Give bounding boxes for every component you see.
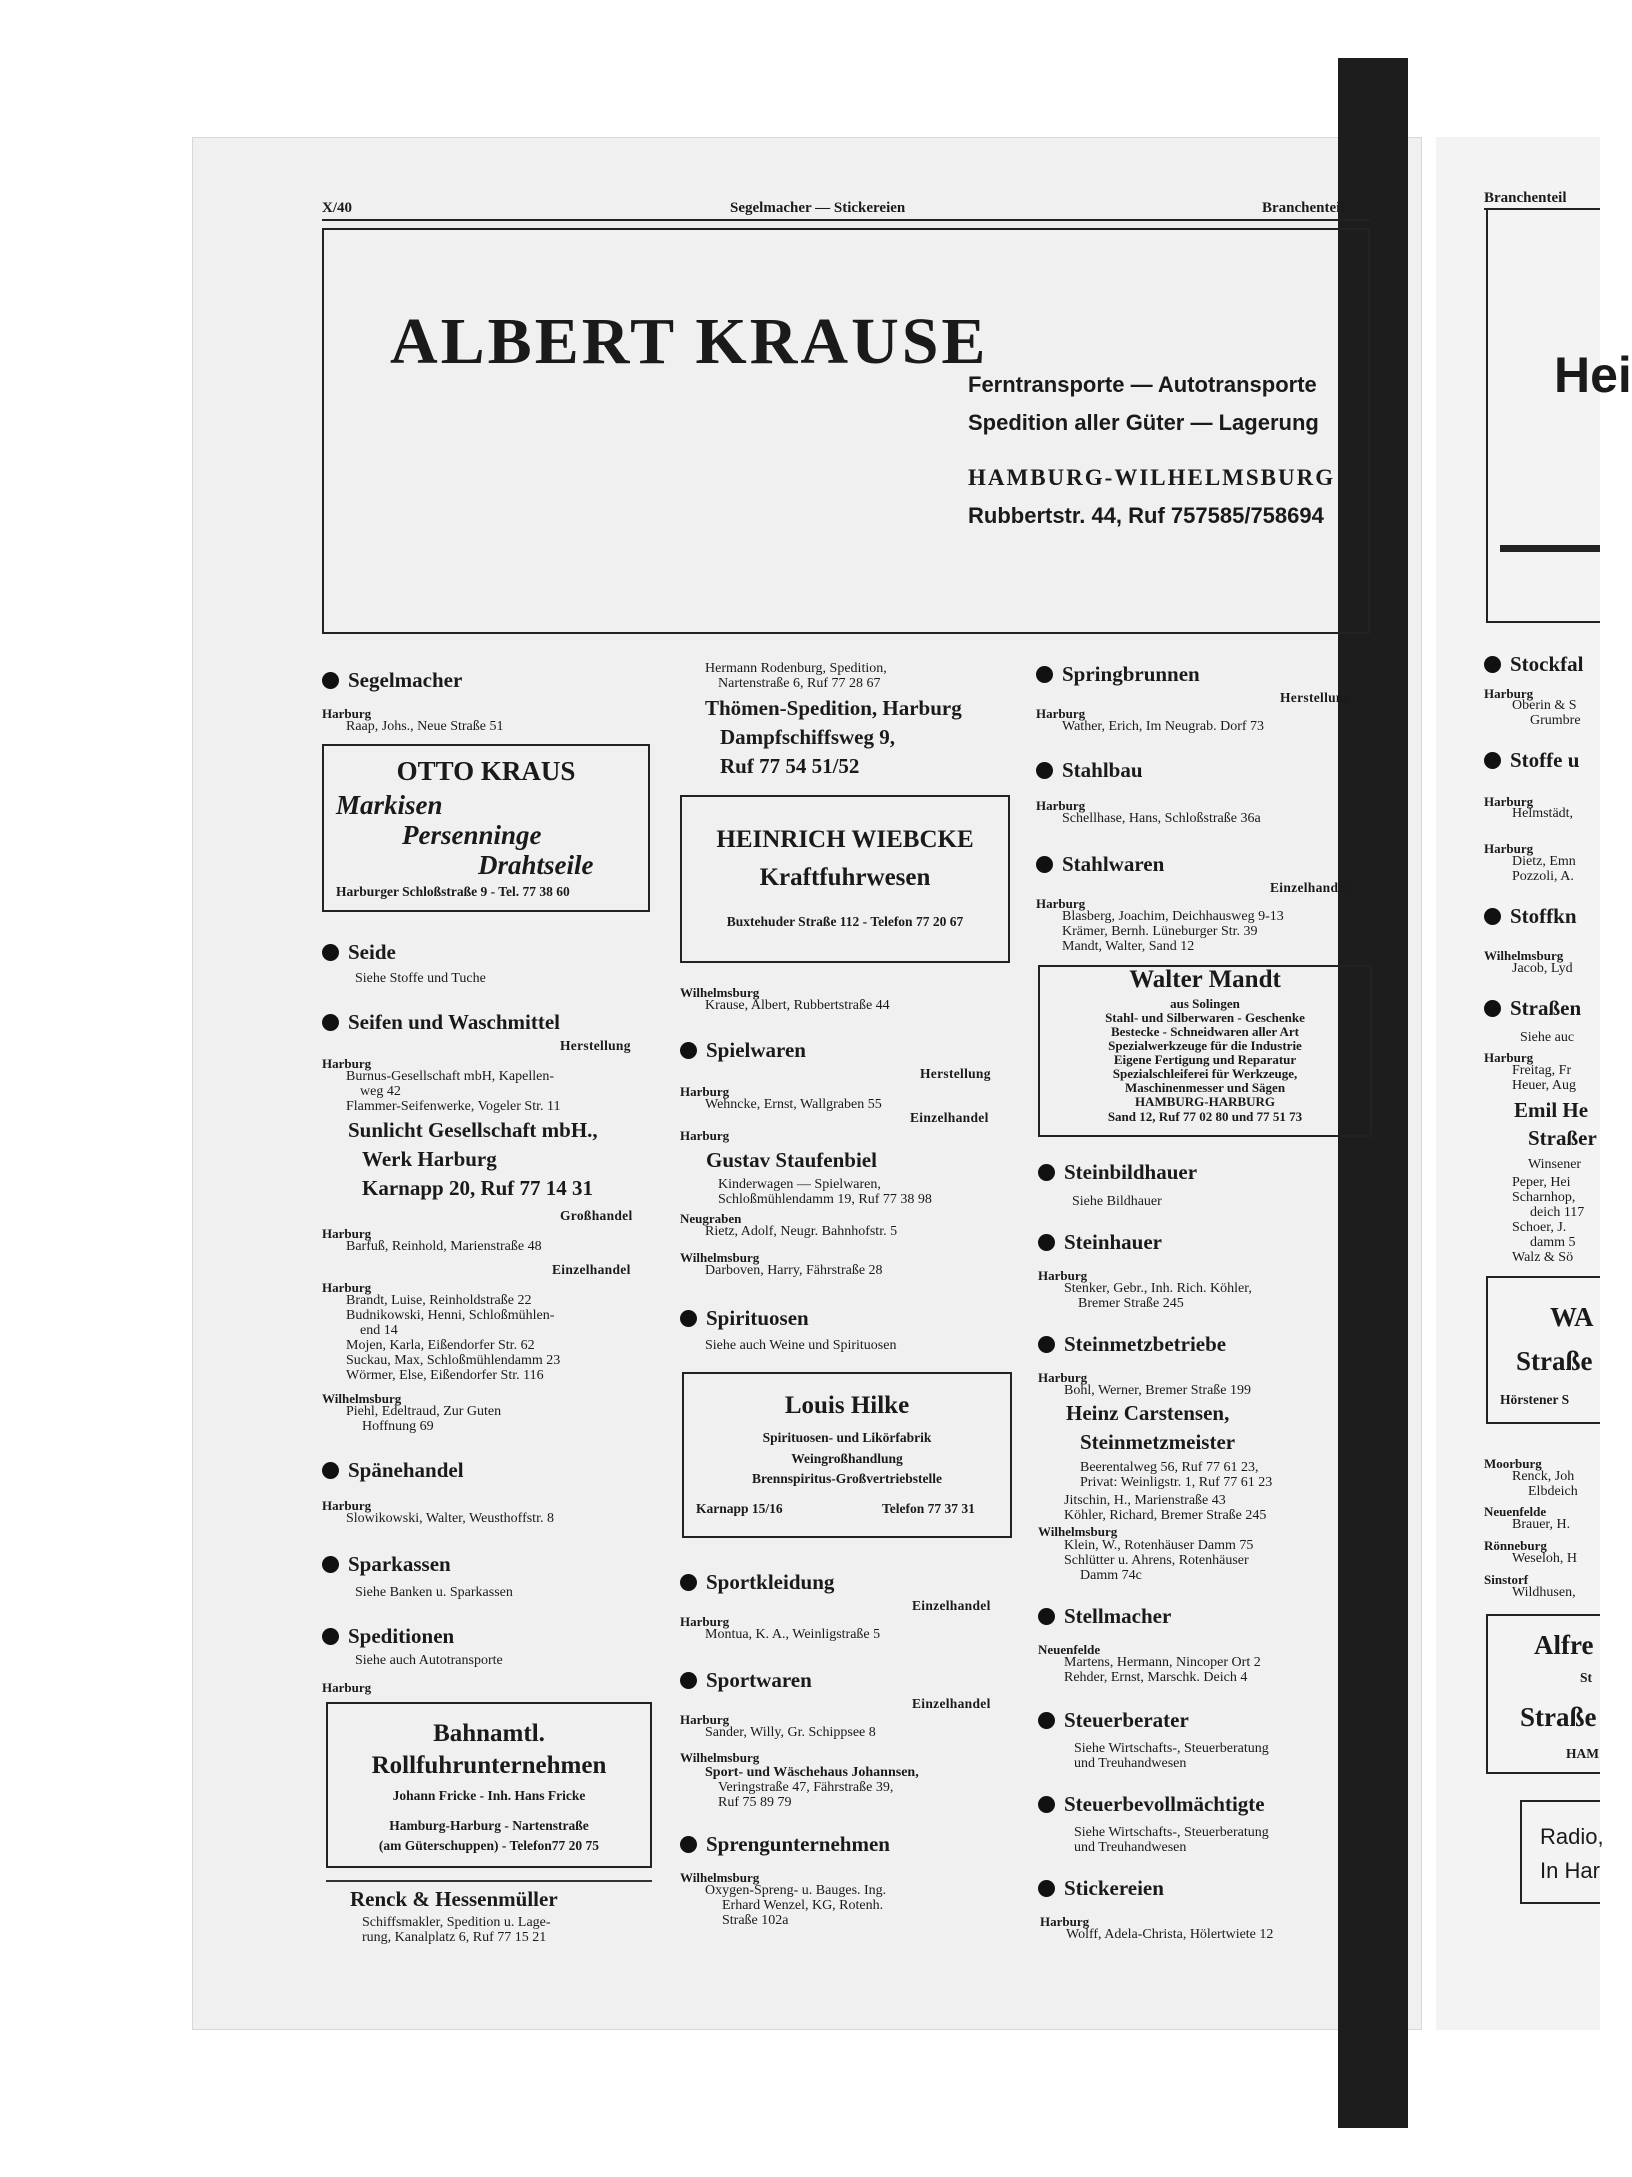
ad-line-2: Spedition aller Güter — Lagerung [968,410,1319,435]
listing-entry: Piehl, Edeltraud, Zur Guten [346,1404,502,1419]
bullet-icon [680,1836,697,1853]
listing-entry: Privat: Weinligstr. 1, Ruf 77 61 23 [1080,1475,1273,1490]
town-label: Harburg [680,1712,730,1727]
hilke-phone: Telefon 77 37 31 [882,1501,975,1516]
wiebcke-sub: Kraftfuhrwesen [759,864,931,891]
town-label: Harburg [1484,841,1534,856]
bullet-icon [680,1310,697,1327]
listing-entry: Hermann Rodenburg, Spedition, [705,661,887,676]
right-ad-rule [1500,545,1600,552]
see-also-note: Siehe Wirtschafts-, Steuerberatung [1074,1741,1269,1756]
town-label: Harburg [322,706,372,721]
bullet-icon [1484,908,1501,925]
listing-entry: Dietz, Emn [1512,854,1576,869]
bullet-icon [680,1672,697,1689]
mandt-line-7: Maschinenmesser und Sägen [1124,1080,1286,1095]
heading-steinmetzbetriebe: Steinmetzbetriebe [1038,1332,1226,1357]
listing-entry: Jitschin, H., Marienstraße 43 [1064,1493,1226,1508]
listing-entry: Darboven, Harry, Fährstraße 28 [705,1263,883,1278]
right-box-border-top [1486,1276,1600,1278]
bullet-icon [680,1574,697,1591]
right-box2-border [1486,1614,1488,1774]
listing-entry: Wehncke, Ernst, Wallgraben 55 [705,1097,882,1112]
listing-entry: Flammer-Seifenwerke, Vogeler Str. 11 [346,1099,561,1114]
heading-sparkassen: Sparkassen [322,1552,451,1577]
header-rule [322,219,1370,221]
heading-sportkleidung: Sportkleidung [680,1570,834,1595]
mandt-line-1: aus Solingen [1170,996,1240,1011]
bullet-icon [1038,1880,1055,1897]
listing-entry: Hoffnung 69 [362,1419,434,1434]
right-box2-city: HAM [1566,1746,1599,1761]
town-label: Harburg [322,1226,372,1241]
town-label: Harburg [1036,706,1086,721]
listing-entry: rung, Kanalplatz 6, Ruf 77 15 21 [362,1930,547,1945]
town-label: Harburg [1036,896,1086,911]
bullet-icon [1038,1712,1055,1729]
otto-kraus-line-3: Drahtseile [478,850,594,880]
ad-company-name: ALBERT KRAUSE [390,305,989,378]
bullet-icon [322,1014,339,1031]
bullet-icon [1036,666,1053,683]
listing-entry: Wildhusen, [1512,1585,1576,1600]
town-label: Wilhelmsburg [680,1750,760,1765]
town-label: Harburg [322,1056,372,1071]
bullet-icon [1484,1000,1501,1017]
listing-entry: Martens, Hermann, Nincoper Ort 2 [1064,1655,1261,1670]
bullet-icon [1484,656,1501,673]
listing-entry: Raap, Johs., Neue Straße 51 [346,719,504,734]
mandt-line-8: HAMBURG-HARBURG [1134,1094,1276,1109]
heading-sprengunternehmen: Sprengunternehmen [680,1832,890,1857]
listing-entry: Burnus-Gesellschaft mbH, Kapellen- [346,1069,554,1084]
bahnamtl-name-2: Rollfuhrunternehmen [371,1752,607,1779]
listing-entry: Krause, Albert, Rubbertstraße 44 [705,998,890,1013]
town-label: Harburg [1484,686,1534,701]
heading-stahlbau: Stahlbau [1036,758,1143,783]
bullet-icon [322,944,339,961]
bahnamtl-address-2: (am Güterschuppen) - Telefon77 20 75 [378,1838,600,1853]
town-label: Harburg [322,1498,372,1513]
town-label: Harburg [680,1084,730,1099]
bullet-icon [322,672,339,689]
hilke-line-1: Spirituosen- und Likörfabrik [762,1430,932,1445]
listing-entry: Winsener [1528,1157,1582,1172]
bullet-icon [1038,1164,1055,1181]
ad-line-1: Ferntransporte — Autotransporte [968,372,1317,397]
carstensen-title: Steinmetzmeister [1080,1430,1236,1454]
right-page-section-label: Branchenteil [1484,190,1567,206]
town-label: Moorburg [1484,1456,1542,1471]
right-box-border-bottom [1486,1422,1600,1424]
listing-entry: Beerentalweg 56, Ruf 77 61 23, [1080,1460,1259,1475]
renck-name: Renck & Hessenmüller [350,1887,558,1911]
right-box2-title: Alfre [1534,1630,1594,1660]
town-label: Neugraben [680,1211,742,1226]
hilke-name: Louis Hilke [784,1392,910,1419]
listing-entry-bold: Sunlicht Gesellschaft mbH., [348,1118,598,1142]
listing-entry: Schloßmühlendamm 19, Ruf 77 38 98 [718,1192,932,1207]
right-box2-sub: Straße [1520,1702,1597,1732]
heading-sportwaren: Sportwaren [680,1668,812,1693]
see-also-note: Siehe Banken u. Sparkassen [355,1585,513,1600]
otto-kraus-line-1: Markisen [336,790,443,820]
listing-entry: Weseloh, H [1512,1551,1577,1566]
listing-entry: Helmstädt, [1512,806,1574,821]
page-running-title: Segelmacher — Stickereien [730,200,906,216]
ad-city: HAMBURG-WILHELMSBURG [968,465,1336,490]
category-tag: Einzelhandel [910,1110,989,1125]
listing-entry: Köhler, Richard, Bremer Straße 245 [1064,1508,1267,1523]
right-ad-border-bottom [1486,621,1600,623]
bullet-icon [1038,1336,1055,1353]
bullet-icon [1036,856,1053,873]
listing-entry: Schlütter u. Ahrens, Rotenhäuser [1064,1553,1249,1568]
staufenbiel-name: Gustav Staufenbiel [706,1148,877,1172]
heading-segelmacher: Segelmacher [322,668,462,693]
town-label: Wilhelmsburg [680,1870,760,1885]
mandt-line-6: Spezialschleiferei für Werkzeuge, [1112,1066,1298,1081]
right-box3 [1520,1800,1600,1904]
otto-kraus-address: Harburger Schloßstraße 9 - Tel. 77 38 60 [336,884,570,899]
listing-entry: Freitag, Fr [1512,1063,1572,1078]
listing-entry: Rehder, Ernst, Marschk. Deich 4 [1064,1670,1248,1685]
right-box3-line-2: In Har [1540,1858,1600,1883]
listing-entry: Elbdeich [1528,1484,1578,1499]
emil-name: Emil He [1514,1098,1589,1122]
see-also-note: Siehe Bildhauer [1072,1194,1162,1209]
heading-steinbildhauer: Steinbildhauer [1038,1160,1197,1185]
listing-entry: Pozzoli, A. [1512,869,1574,884]
listing-entry: Straße 102a [722,1913,789,1928]
heading-stickereien: Stickereien [1038,1876,1164,1901]
town-label: Wilhelmsburg [680,985,760,1000]
listing-entry: Brandt, Luise, Reinholdstraße 22 [346,1293,532,1308]
right-box-border [1486,1276,1488,1424]
listing-entry: deich 117 [1530,1205,1585,1220]
bullet-icon [1484,752,1501,769]
bullet-icon [1038,1234,1055,1251]
category-tag: Einzelhandel [912,1696,991,1711]
bullet-icon [322,1628,339,1645]
listing-entry: Sander, Willy, Gr. Schippsee 8 [705,1725,876,1740]
right-box-address: Hörstener S [1500,1392,1570,1407]
listing-entry: Oberin & S [1512,698,1577,713]
mandt-line-3: Bestecke - Schneidwaren aller Art [1111,1024,1299,1039]
listing-entry: Kinderwagen — Spielwaren, [718,1177,881,1192]
bullet-icon [1038,1796,1055,1813]
heading-spielwaren: Spielwaren [680,1038,806,1063]
listing-entry: Erhard Wenzel, KG, Rotenh. [722,1898,884,1913]
listing-entry: Damm 74c [1080,1568,1142,1583]
see-also-note: und Treuhandwesen [1074,1756,1187,1771]
listing-entry: Wather, Erich, Im Neugrab. Dorf 73 [1062,719,1265,734]
town-label: Harburg [1484,794,1534,809]
listing-entry: Heuer, Aug [1512,1078,1576,1093]
see-also-note: Siehe Wirtschafts-, Steuerberatung [1074,1825,1269,1840]
town-label: Rönneburg [1484,1538,1547,1553]
listing-entry: Grumbre [1530,713,1581,728]
mandt-line-4: Spezialwerkzeuge für die Industrie [1108,1038,1302,1053]
listing-entry-bold: Dampfschiffsweg 9, [720,725,895,749]
category-tag: Einzelhandel [912,1598,991,1613]
listing-entry: Nartenstraße 6, Ruf 77 28 67 [718,676,881,691]
listing-entry: Wörmer, Else, Eißendorfer Str. 116 [346,1368,544,1383]
listing-entry: weg 42 [360,1084,401,1099]
bahnamtl-owner: Johann Fricke - Inh. Hans Fricke [392,1788,586,1803]
right-box-title: WA [1550,1302,1594,1332]
listing-entry: Sport- und Wäschehaus Johannsen, [705,1765,919,1780]
heading-speditionen: Speditionen [322,1624,454,1649]
listing-entry: Walz & Sö [1512,1250,1574,1265]
listing-entry: Ruf 75 89 79 [718,1795,792,1810]
bahnamtl-address-1: Hamburg-Harburg - Nartenstraße [389,1818,589,1833]
category-tag: Herstellung [560,1038,631,1053]
town-label: Harburg [1040,1914,1090,1929]
listing-entry-bold: Karnapp 20, Ruf 77 14 31 [362,1176,594,1200]
hilke-line-3: Brennspiritus-Großvertriebstelle [752,1471,942,1486]
bullet-icon [322,1556,339,1573]
listing-entry: Schellhase, Hans, Schloßstraße 36a [1062,811,1261,826]
town-label: Wilhelmsburg [322,1391,402,1406]
town-label: Wilhelmsburg [1038,1524,1118,1539]
bullet-icon [322,1462,339,1479]
listing-entry: end 14 [360,1323,398,1338]
see-also-note: Siehe auch Autotransporte [355,1653,503,1668]
mandt-line-9: Sand 12, Ruf 77 02 80 und 77 51 73 [1107,1109,1303,1124]
right-ad-border [1486,208,1488,623]
town-label: Harburg [1484,1050,1534,1065]
page-number: X/40 [322,200,352,216]
emil-sub: Straßer [1528,1126,1597,1150]
heading-stahlwaren: Stahlwaren [1036,852,1164,877]
divider [326,1880,652,1882]
right-box2-border-bottom [1486,1772,1600,1774]
listing-entry: Krämer, Bernh. Lüneburger Str. 39 [1062,924,1258,939]
listing-entry: damm 5 [1530,1235,1576,1250]
wiebcke-address: Buxtehuder Straße 112 - Telefon 77 20 67 [726,914,964,929]
listing-entry: Blasberg, Joachim, Deichhausweg 9-13 [1062,909,1284,924]
town-label: Wilhelmsburg [1484,948,1564,963]
listing-entry: Mandt, Walter, Sand 12 [1062,939,1195,954]
mandt-line-5: Eigene Fertigung und Reparatur [1113,1052,1297,1067]
heading-seifen: Seifen und Waschmittel [322,1010,560,1035]
listing-entry-bold: Werk Harburg [362,1147,497,1171]
see-also-note: Siehe auc [1520,1030,1575,1045]
town-label: Wilhelmsburg [680,1250,760,1265]
town-label: Sinstorf [1484,1572,1529,1587]
listing-entry: Renck, Joh [1512,1469,1575,1484]
heading-stellmacher: Stellmacher [1038,1604,1171,1629]
town-label: Neuenfelde [1484,1504,1547,1519]
otto-kraus-line-2: Persenninge [402,820,542,850]
listing-entry: Stenker, Gebr., Inh. Rich. Köhler, [1064,1281,1252,1296]
section-label: Branchenteil [1262,200,1345,216]
bullet-icon [1036,762,1053,779]
right-ad-text: Hei [1554,347,1632,403]
category-tag: Großhandel [560,1208,633,1223]
town-label: Harburg [680,1614,730,1629]
listing-entry-bold: Thömen-Spedition, Harburg [705,696,962,720]
heading-springbrunnen: Springbrunnen [1036,662,1200,687]
bullet-icon [680,1042,697,1059]
listing-entry: Scharnhop, [1512,1190,1576,1205]
mandt-line-2: Stahl- und Silberwaren - Geschenke [1105,1010,1305,1025]
bullet-icon [1038,1608,1055,1625]
see-also-note: und Treuhandwesen [1074,1840,1187,1855]
listing-entry: Oxygen-Spreng- u. Bauges. Ing. [705,1883,887,1898]
listing-entry: Schiffsmakler, Spedition u. Lage- [362,1915,551,1930]
heading-spaenehandel: Spänehandel [322,1458,464,1483]
category-tag: Herstellung [920,1066,991,1081]
town-label: Harburg [322,1280,372,1295]
right-box-sub: Straße [1516,1346,1593,1376]
town-label: Neuenfelde [1038,1642,1101,1657]
listing-entry: Wolff, Adela-Christa, Hölertwiete 12 [1066,1927,1274,1942]
heading-seide: Seide [322,940,396,965]
hilke-line-2: Weingroßhandlung [791,1451,903,1466]
heading-steinhauer: Steinhauer [1038,1230,1162,1255]
listing-entry: Bremer Straße 245 [1078,1296,1184,1311]
right-box3-line-1: Radio, [1540,1824,1604,1849]
listing-entry: Jacob, Lyd [1512,961,1573,976]
town-label: Harburg [322,1680,372,1695]
right-header-rule [1484,208,1600,210]
listing-entry-bold: Ruf 77 54 51/52 [720,754,860,778]
otto-kraus-name: OTTO KRAUS [396,756,576,786]
right-box2-border-top [1486,1614,1600,1616]
mandt-name: Walter Mandt [1129,966,1281,993]
listing-entry: Barfuß, Reinhold, Marienstraße 48 [346,1239,542,1254]
listing-entry: Brauer, H. [1512,1517,1571,1532]
heading-stoffe: Stoffe u [1484,748,1579,773]
listing-entry: Peper, Hei [1512,1175,1571,1190]
listing-entry: Slowikowski, Walter, Weusthoffstr. 8 [346,1511,554,1526]
town-label: Harburg [1038,1268,1088,1283]
listing-entry: Mojen, Karla, Eißendorfer Str. 62 [346,1338,535,1353]
town-label: Harburg [1038,1370,1088,1385]
heading-stockfal: Stockfal [1484,652,1584,677]
listing-entry: Montua, K. A., Weinligstraße 5 [705,1627,881,1642]
category-tag: Herstellung [1280,690,1351,705]
listing-entry: Budnikowski, Henni, Schloßmühlen- [346,1308,555,1323]
listing-entry: Bohl, Werner, Bremer Straße 199 [1064,1383,1252,1398]
listing-entry: Rietz, Adolf, Neugr. Bahnhofstr. 5 [705,1224,898,1239]
heading-steuerberater: Steuerberater [1038,1708,1189,1733]
heading-strassen: Straßen [1484,996,1581,1021]
category-tag: Einzelhandel [552,1262,631,1277]
ad-address: Rubbertstr. 44, Ruf 757585/758694 [968,503,1324,528]
bahnamtl-name-1: Bahnamtl. [433,1720,545,1747]
hilke-address: Karnapp 15/16 [696,1501,783,1516]
category-tag: Einzelhandel [1270,880,1349,895]
heading-stoffkn: Stoffkn [1484,904,1577,929]
heading-spirituosen: Spirituosen [680,1306,809,1331]
town-label: Harburg [1036,798,1086,813]
listing-entry: Veringstraße 47, Fährstraße 39, [718,1780,894,1795]
listing-entry: Suckau, Max, Schloßmühlendamm 23 [346,1353,561,1368]
town-label: Harburg [680,1128,730,1143]
wiebcke-name: HEINRICH WIEBCKE [716,826,974,853]
right-box2-line: St [1580,1670,1593,1685]
see-also-note: Siehe auch Weine und Spirituosen [705,1338,897,1353]
see-also-note: Siehe Stoffe und Tuche [355,971,486,986]
carstensen-name: Heinz Carstensen, [1066,1401,1230,1425]
heading-steuerbevollmaechtigte: Steuerbevollmächtigte [1038,1792,1265,1817]
listing-entry: Klein, W., Rotenhäuser Damm 75 [1064,1538,1254,1553]
listing-entry: Schoer, J. [1512,1220,1567,1235]
